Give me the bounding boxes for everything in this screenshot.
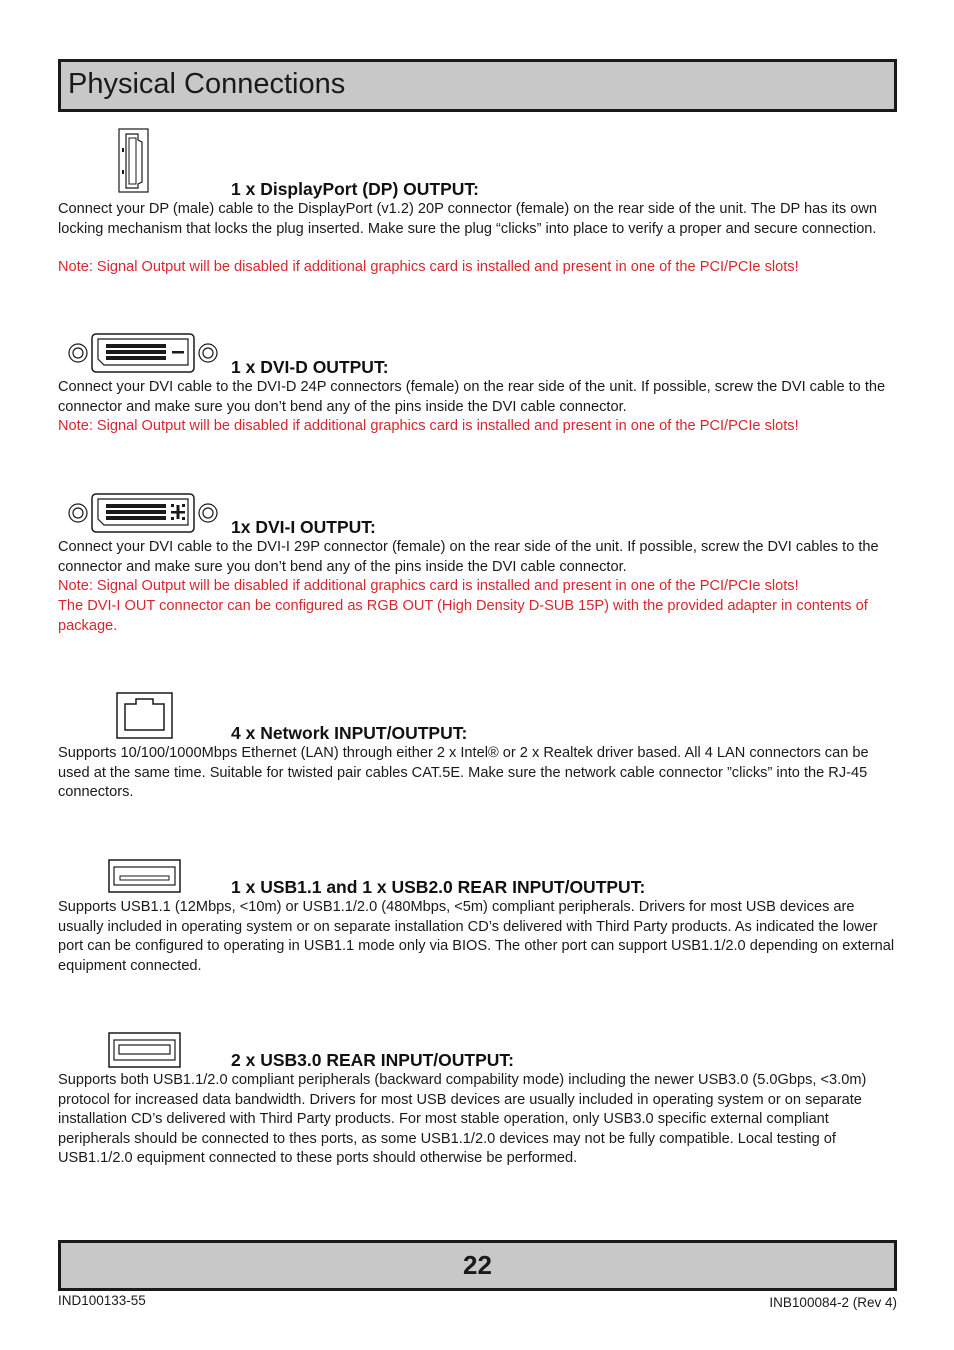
section-body: Supports 10/100/1000Mbps Ethernet (LAN) through either 2 x Intel® or 2 x Realtek driver based. All 4 LAN connectors can be used at the same time. Suitable for twisted pair cables CAT.5E. Make sure the network cable connector ”clicks” into the RJ-45 connectors. [58,745,869,800]
section-note: Note: Signal Output will be disabled if additional graphics card is installed and present in one of the PCI/PCIe slots! [58,418,799,434]
page-number: 22 [463,1250,492,1280]
page-header [58,59,897,112]
section-body: Connect your DP (male) cable to the DisplayPort (v1.2) 20P connector (female) on the rear side of the unit. The DP has its own locking mechanism that locks the plug inserted. Make sure the plug “clicks” into place to verify a proper and secure connection. [58,201,878,237]
section-heading: 1x DVI-I OUTPUT: [231,517,376,537]
usb3-port-icon [108,1032,182,1069]
section-note: The DVI-I OUT connector can be configured as RGB OUT (High Density D-SUB 15P) with the provided adapter in contents of package. [58,598,868,634]
section-body: Connect your DVI cable to the DVI-D 24P connectors (female) on the rear side of the unit. If possible, screw the DVI cable to the connector and make sure you don’t bend any of the pins inside the DVI cable connector. [58,379,886,415]
dvi-i-connector-icon [66,492,220,534]
displayport-connector-icon [118,128,150,194]
page-footer [58,1240,897,1291]
document-id-right: INB100084-2 (Rev 4) [769,1295,897,1310]
section-body: Connect your DVI cable to the DVI-I 29P connector (female) on the rear side of the unit. If possible, screw the DVI cables to the connector and make sure you don’t bend any of the pins inside the DVI cable connector. [58,539,879,575]
section-heading: 1 x DVI-D OUTPUT: [231,357,389,377]
section-body: Supports USB1.1 (12Mbps, <10m) or USB1.1/2.0 (480Mbps, <5m) compliant peripherals. Drivers for most USB devices are usually included in operating system or on separate installation CD’s delivered with Third Party products. As indicated the lower port can be configured to operating in USB1.1 mode only via BIOS. The other port can support USB1.1/2.0 depending on external equipment connected. [58,899,895,974]
section-note: Note: Signal Output will be disabled if additional graphics card is installed and present in one of the PCI/PCIe slots! [58,259,799,275]
rj45-network-port-icon [116,692,174,740]
section-note: Note: Signal Output will be disabled if additional graphics card is installed and present in one of the PCI/PCIe slots! [58,578,799,594]
section-body: Supports both USB1.1/2.0 compliant peripherals (backward compability mode) including the newer USB3.0 (5.0Gbps, <3.0m) protocol for increased data bandwidth. Drivers for most USB devices are usually included in operating system or on separate installation CD’s delivered with Third Party products. For most stable operation, only USB3.0 specific external compliant peripherals should be connected to thes ports, as some USB1.1/2.0 devices may not be fully compatible. Local testing of USB1.1/2.0 equipment connected to these ports should otherwise be performed. [58,1072,867,1166]
usb2-port-icon [108,859,182,894]
document-id-left: IND100133-55 [58,1293,146,1308]
page-title: Physical Connections [68,68,346,100]
section-heading: 1 x DisplayPort (DP) OUTPUT: [231,179,479,199]
section-heading: 2 x USB3.0 REAR INPUT/OUTPUT: [231,1050,514,1070]
section-heading: 4 x Network INPUT/OUTPUT: [231,723,468,743]
section-heading: 1 x USB1.1 and 1 x USB2.0 REAR INPUT/OUTPUT: [231,877,646,897]
dvi-d-connector-icon [66,332,220,374]
